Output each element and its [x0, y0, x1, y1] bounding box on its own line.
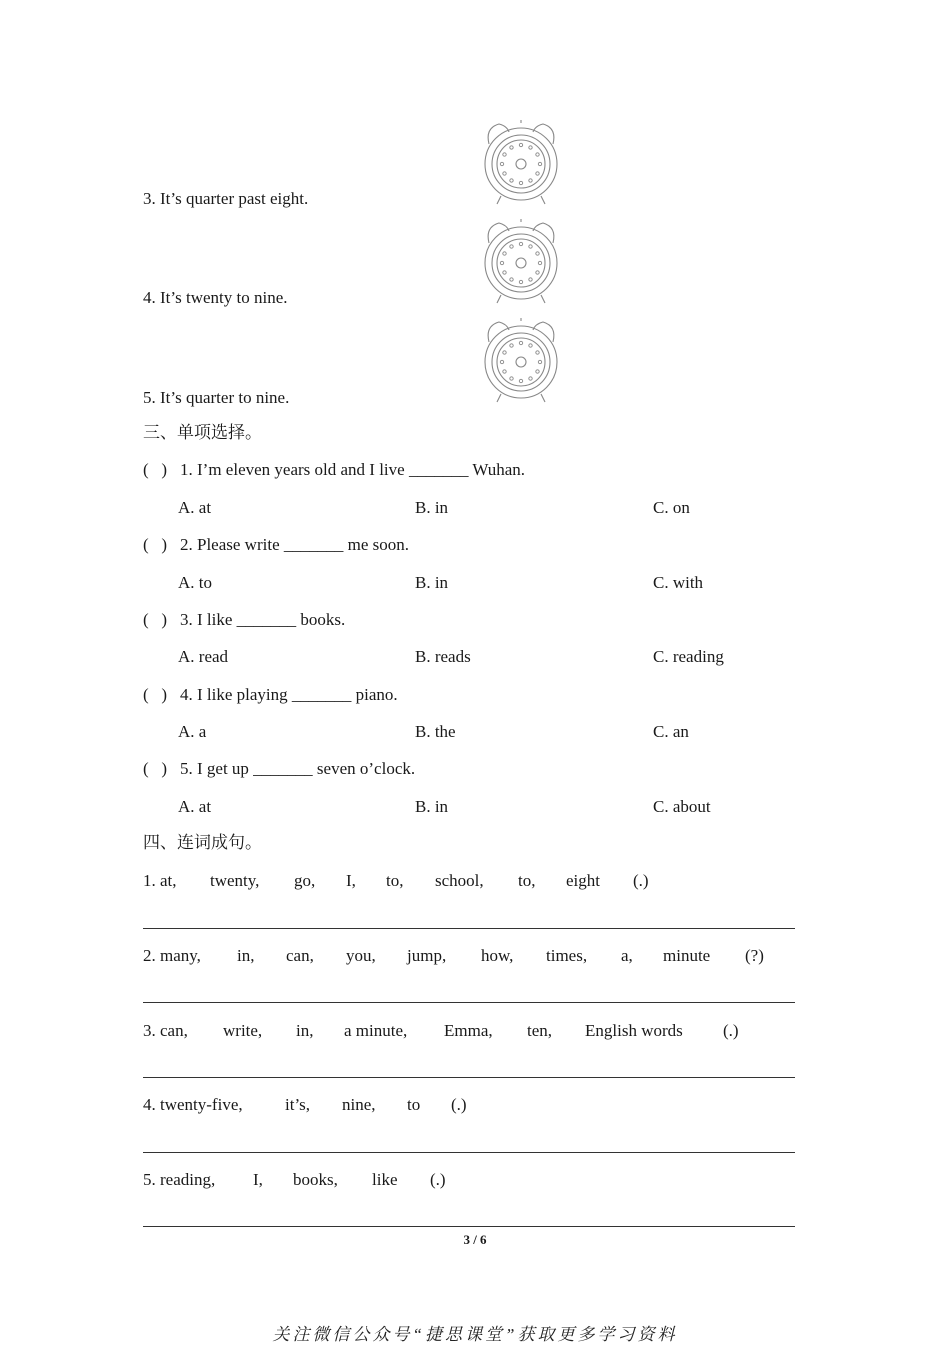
word-chip: ten,: [527, 1021, 553, 1040]
word-chip: you,: [346, 946, 376, 965]
option-b[interactable]: B. reads: [415, 647, 471, 666]
question-stem: 3. I like _______ books.: [180, 610, 346, 629]
option-b[interactable]: B. in: [415, 573, 449, 592]
word-chip: 2. many,: [143, 946, 201, 965]
option-b[interactable]: B. in: [415, 498, 449, 517]
word-chip: (.): [430, 1170, 446, 1189]
word-chip: how,: [481, 946, 514, 965]
answer-line[interactable]: [143, 1077, 795, 1078]
word-chip: 4. twenty-five,: [143, 1095, 243, 1114]
word-chip: books,: [293, 1170, 338, 1189]
answer-line[interactable]: [143, 1226, 795, 1227]
option-b[interactable]: B. in: [415, 797, 449, 816]
word-chip: to: [407, 1095, 421, 1114]
option-a[interactable]: A. a: [178, 722, 207, 741]
word-chip: eight: [566, 871, 600, 890]
word-chip: (.): [451, 1095, 467, 1114]
question-stem: 5. I get up _______ seven o’clock.: [180, 759, 416, 778]
option-c[interactable]: C. with: [653, 573, 704, 592]
section3-heading: 三、单项选择。: [143, 423, 262, 442]
question-stem: 1. I’m eleven years old and I live _______ Wuhan.: [180, 460, 526, 479]
word-chip: school,: [435, 871, 484, 890]
word-chip: to,: [386, 871, 404, 890]
answer-bracket[interactable]: ( ): [143, 460, 168, 479]
word-chip: in,: [237, 946, 255, 965]
alarm-clock-icon: [481, 118, 561, 206]
option-a[interactable]: A. to: [178, 573, 212, 592]
word-chip: a,: [621, 946, 633, 965]
word-chip: (?): [745, 946, 764, 965]
word-chip: nine,: [342, 1095, 376, 1114]
question-stem: 2. Please write _______ me soon.: [180, 535, 409, 554]
word-chip: 3. can,: [143, 1021, 188, 1040]
answer-line[interactable]: [143, 1002, 795, 1003]
watermark: 关注微信公众号“捷思课堂”获取更多学习资料: [272, 1325, 678, 1344]
option-c[interactable]: C. about: [653, 797, 711, 816]
word-chip: (.): [633, 871, 649, 890]
answer-line[interactable]: [143, 928, 795, 929]
word-chip: can,: [286, 946, 314, 965]
word-chip: English words: [585, 1021, 683, 1040]
option-c[interactable]: C. an: [653, 722, 689, 741]
page-number: 3 / 6: [463, 1232, 487, 1247]
word-chip: (.): [723, 1021, 739, 1040]
word-chip: to,: [518, 871, 536, 890]
question-stem: 4. I like playing _______ piano.: [180, 685, 398, 704]
word-chip: like: [372, 1170, 398, 1189]
word-chip: it’s,: [285, 1095, 311, 1114]
word-chip: go,: [294, 871, 316, 890]
answer-bracket[interactable]: ( ): [143, 759, 168, 778]
answer-line[interactable]: [143, 1152, 795, 1153]
option-a[interactable]: A. at: [178, 498, 212, 517]
answer-bracket[interactable]: ( ): [143, 535, 168, 554]
answer-bracket[interactable]: ( ): [143, 610, 168, 629]
word-chip: minute: [663, 946, 711, 965]
word-chip: 5. reading,: [143, 1170, 216, 1189]
option-a[interactable]: A. at: [178, 797, 212, 816]
option-a[interactable]: A. read: [178, 647, 229, 666]
word-chip: jump,: [407, 946, 447, 965]
option-b[interactable]: B. the: [415, 722, 456, 741]
alarm-clock-icon: [481, 316, 561, 404]
word-chip: write,: [223, 1021, 263, 1040]
option-c[interactable]: C. on: [653, 498, 690, 517]
option-c[interactable]: C. reading: [653, 647, 724, 666]
word-chip: twenty,: [210, 871, 260, 890]
word-chip: a minute,: [344, 1021, 408, 1040]
word-chip: I,: [253, 1170, 263, 1189]
matching-item: 4. It’s twenty to nine.: [143, 288, 288, 307]
alarm-clock-icon: [481, 217, 561, 305]
word-chip: in,: [296, 1021, 314, 1040]
word-chip: I,: [346, 871, 356, 890]
matching-item: 3. It’s quarter past eight.: [143, 189, 309, 208]
word-chip: times,: [546, 946, 588, 965]
matching-item: 5. It’s quarter to nine.: [143, 388, 290, 407]
section4-heading: 四、连词成句。: [143, 833, 262, 852]
word-chip: 1. at,: [143, 871, 177, 890]
answer-bracket[interactable]: ( ): [143, 685, 168, 704]
word-chip: Emma,: [444, 1021, 493, 1040]
